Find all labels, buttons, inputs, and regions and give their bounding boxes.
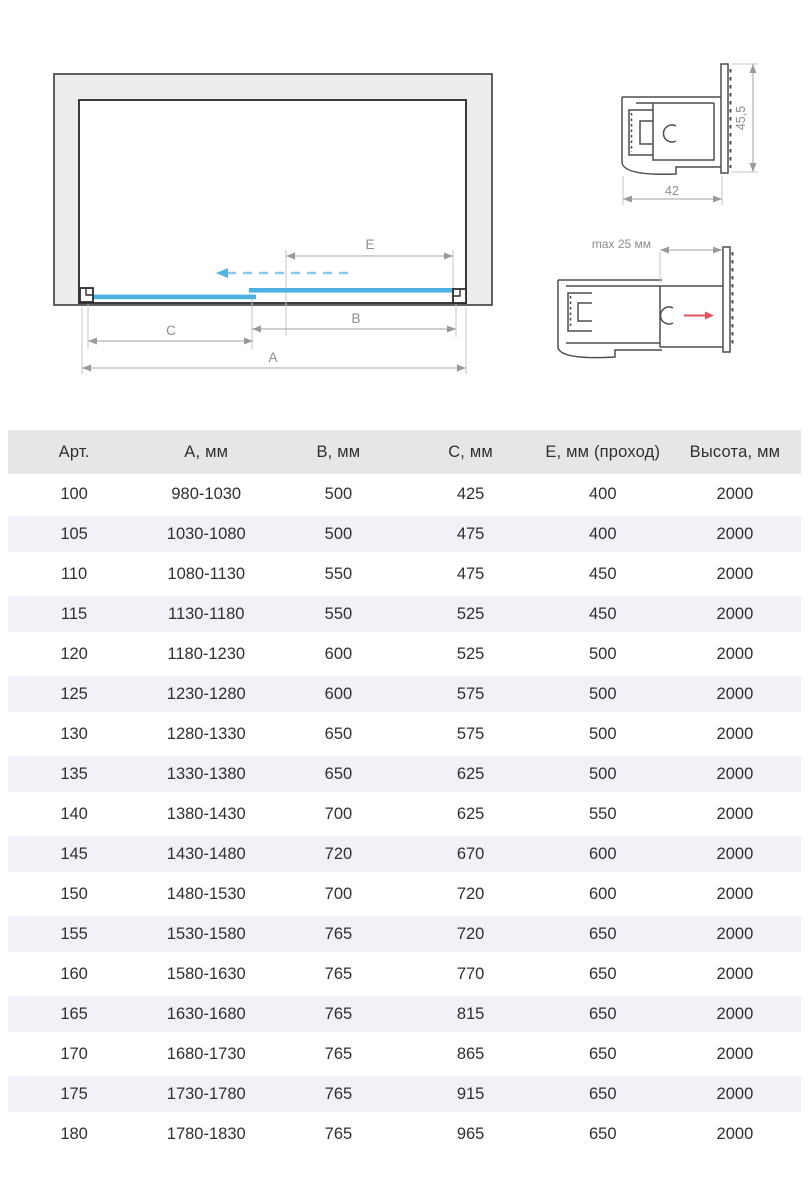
table-cell: 450 <box>588 564 617 583</box>
table-cell: 815 <box>456 1004 485 1023</box>
table-cell: 700 <box>324 804 353 823</box>
table-cell: 1080-1130 <box>167 564 246 583</box>
technical-drawing <box>0 0 809 420</box>
table-cell: 625 <box>456 804 485 823</box>
table-cell: 650 <box>588 1124 617 1143</box>
table-cell: 550 <box>324 564 353 583</box>
table-cell: 2000 <box>716 804 754 823</box>
table-cell: 160 <box>60 964 88 983</box>
table-cell: 575 <box>456 724 485 743</box>
table-cell: 2000 <box>716 1044 754 1063</box>
size-spec-table <box>8 430 801 1154</box>
dim-label-b: B <box>351 311 361 326</box>
glass-sliding-panel <box>249 288 456 293</box>
spec-table-body <box>8 474 801 1154</box>
table-cell: 650 <box>588 924 617 943</box>
table-cell: 475 <box>456 564 485 583</box>
table-cell: 720 <box>456 924 485 943</box>
table-cell: 2000 <box>716 564 754 583</box>
glass-fixed-panel <box>88 295 256 300</box>
table-cell: 600 <box>324 684 353 703</box>
table-cell: 2000 <box>716 764 754 783</box>
table-cell: 1230-1280 <box>166 684 246 703</box>
spec-table-header <box>8 430 801 474</box>
table-cell: 2000 <box>716 644 754 663</box>
table-cell: 1680-1730 <box>166 1044 246 1063</box>
table-cell: 2000 <box>716 1004 754 1023</box>
dim-label-c: C <box>166 323 176 338</box>
profile-extension-lines <box>623 64 758 205</box>
table-cell: 650 <box>324 724 353 743</box>
table-cell: 175 <box>60 1084 88 1103</box>
arrowhead-right-icon <box>705 312 714 320</box>
table-cell: 1180-1230 <box>167 644 246 663</box>
profile-flange <box>723 247 730 352</box>
table-cell: 1630-1680 <box>166 1004 246 1023</box>
table-row <box>8 714 801 754</box>
table-cell: 915 <box>456 1084 485 1103</box>
table-cell: 650 <box>588 964 617 983</box>
table-cell: 700 <box>324 884 353 903</box>
table-cell: 965 <box>456 1124 485 1143</box>
table-row <box>8 954 801 994</box>
column-header: Арт. <box>58 442 90 461</box>
adjust-label: max 25 мм <box>591 237 651 251</box>
table-row <box>8 1074 801 1114</box>
niche-opening <box>79 100 466 303</box>
adjust-dimension <box>660 247 722 284</box>
table-row <box>8 634 801 674</box>
table-row <box>8 874 801 914</box>
column-header: С, мм <box>448 442 493 461</box>
table-cell: 1730-1780 <box>166 1084 246 1103</box>
dim-label-e: E <box>365 237 375 252</box>
profile-section-adjust <box>558 237 733 358</box>
column-header: В, мм <box>316 442 361 461</box>
table-cell: 2000 <box>716 1124 754 1143</box>
table-cell: 670 <box>456 844 485 863</box>
table-cell: 475 <box>456 524 485 543</box>
table-cell: 765 <box>324 964 353 983</box>
table-cell: 765 <box>324 1084 353 1103</box>
table-cell: 2000 <box>716 1084 754 1103</box>
table-cell: 1330-1380 <box>166 764 246 783</box>
table-cell: 2000 <box>716 924 754 943</box>
table-cell: 600 <box>324 644 353 663</box>
table-cell: 1380-1430 <box>166 804 246 823</box>
table-cell: 135 <box>60 764 88 783</box>
table-cell: 720 <box>456 884 485 903</box>
table-cell: 770 <box>456 964 485 983</box>
profile-height-label: 45,5 <box>734 105 748 131</box>
table-cell: 2000 <box>716 884 754 903</box>
niche-top-view <box>54 74 492 374</box>
table-cell: 2000 <box>716 964 754 983</box>
screw-channel-icon <box>661 307 674 324</box>
profile-section-corner <box>622 64 758 205</box>
table-cell: 165 <box>60 1004 88 1023</box>
table-cell: 1130-1180 <box>168 604 245 623</box>
table-row <box>8 834 801 874</box>
column-header: Высота, мм <box>689 442 781 461</box>
table-cell: 550 <box>324 604 353 623</box>
table-cell: 500 <box>324 524 353 543</box>
table-cell: 525 <box>456 644 485 663</box>
table-cell: 550 <box>588 804 617 823</box>
table-cell: 600 <box>588 884 617 903</box>
table-cell: 450 <box>588 604 617 623</box>
table-cell: 105 <box>60 524 88 543</box>
table-cell: 120 <box>60 644 88 663</box>
column-header: Е, мм (проход) <box>545 442 661 461</box>
table-cell: 865 <box>456 1044 485 1063</box>
table-cell: 2000 <box>716 844 754 863</box>
table-cell: 170 <box>60 1044 88 1063</box>
table-cell: 575 <box>456 684 485 703</box>
table-row <box>8 914 801 954</box>
table-cell: 1780-1830 <box>166 1124 246 1143</box>
table-row <box>8 594 801 634</box>
table-cell: 765 <box>324 1124 353 1143</box>
table-row <box>8 1114 801 1154</box>
table-cell: 140 <box>60 804 88 823</box>
table-cell: 650 <box>324 764 353 783</box>
profile-dimensions <box>623 64 757 203</box>
drawing-svg <box>0 0 809 420</box>
table-cell: 500 <box>588 684 617 703</box>
table-cell: 765 <box>324 924 353 943</box>
table-cell: 650 <box>588 1004 617 1023</box>
table-cell: 650 <box>588 1044 617 1063</box>
profile-flange <box>721 64 728 173</box>
table-cell: 2000 <box>716 604 754 623</box>
table-cell: 2000 <box>716 484 754 503</box>
table-cell: 500 <box>324 484 353 503</box>
table-cell: 2000 <box>716 524 754 543</box>
table-row <box>8 1034 801 1074</box>
table-cell: 425 <box>456 484 485 503</box>
table-cell: 1030-1080 <box>166 524 246 543</box>
table-cell: 115 <box>60 604 88 623</box>
table-cell: 980-1030 <box>171 484 242 503</box>
table-row <box>8 674 801 714</box>
table-cell: 2000 <box>716 684 754 703</box>
table-cell: 625 <box>456 764 485 783</box>
table-cell: 110 <box>60 564 88 583</box>
table-row <box>8 554 801 594</box>
table-cell: 2000 <box>716 724 754 743</box>
table-cell: 400 <box>588 524 617 543</box>
table-cell: 650 <box>588 1084 617 1103</box>
table-row <box>8 754 801 794</box>
table-cell: 600 <box>588 844 617 863</box>
table-cell: 180 <box>60 1124 88 1143</box>
table-cell: 1280-1330 <box>166 724 246 743</box>
table-cell: 500 <box>588 764 617 783</box>
table-cell: 500 <box>588 724 617 743</box>
table-cell: 145 <box>60 844 88 863</box>
table-cell: 765 <box>324 1044 353 1063</box>
table-cell: 1580-1630 <box>166 964 246 983</box>
adjustment-arrow <box>684 312 714 320</box>
table-cell: 720 <box>324 844 353 863</box>
table-cell: 400 <box>588 484 617 503</box>
table-cell: 1480-1530 <box>166 884 246 903</box>
table-row <box>8 474 801 514</box>
table-cell: 130 <box>60 724 88 743</box>
table-row <box>8 794 801 834</box>
table-cell: 1430-1480 <box>166 844 246 863</box>
table-cell: 100 <box>60 484 88 503</box>
table-cell: 525 <box>456 604 485 623</box>
table-row <box>8 514 801 554</box>
table-cell: 125 <box>60 684 88 703</box>
screw-channel-icon <box>664 125 677 142</box>
table-cell: 500 <box>588 644 617 663</box>
profile-width-label: 42 <box>665 184 679 198</box>
table-cell: 1530-1580 <box>166 924 246 943</box>
table-row <box>8 994 801 1034</box>
dim-label-a: A <box>268 350 278 365</box>
table-cell: 155 <box>60 924 88 943</box>
column-header: А, мм <box>184 442 229 461</box>
table-cell: 765 <box>324 1004 353 1023</box>
table-cell: 150 <box>60 884 88 903</box>
